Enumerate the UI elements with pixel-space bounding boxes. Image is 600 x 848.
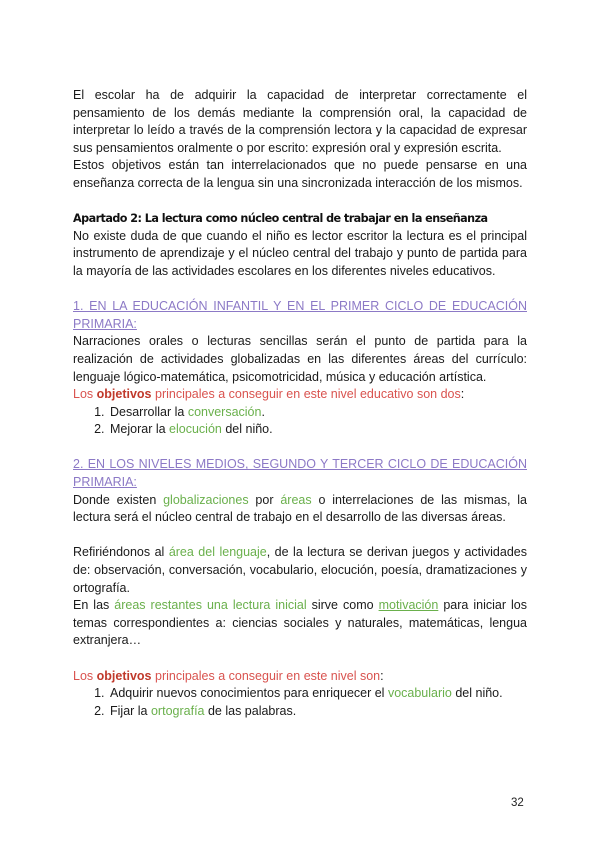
section-1-objectives-list (73, 404, 527, 439)
section-2-objectives-intro: Los objetivos principales a conseguir en este nivel son: (73, 668, 384, 683)
list-item: 2. Mejorar la elocución del niño. (108, 421, 527, 439)
section-2-paragraph-2: Refiriéndonos al área del lenguaje, de la lectura se derivan juegos y actividades de: observación, conversación, vocabulario, elocución, poesía, dramatizaciones y ortografía. (73, 545, 527, 595)
page-number: 32 (511, 797, 524, 809)
intro-paragraph: El escolar ha de adquirir la capacidad de interpretar correctamente el pensamiento de los demás mediante la comprensión oral, la capacidad de interpretar lo leído a través de la comprensión lectora y la capacidad de expresar sus pensamientos oralmente o por escrito: expresión oral y expresión escrita. (73, 88, 527, 155)
section-2-paragraph-3: En las áreas restantes una lectura inicial sirve como motivación para iniciar los temas correspondientes a: ciencias sociales y naturales, matemáticas, lengua extranjera… (73, 598, 527, 648)
section-1-body: Narraciones orales o lecturas sencillas serán el punto de partida para la realización de actividades globalizadas en las diferentes áreas del currículo: lenguaje lógico-matemática, psicomotricidad, música y educación artística. (73, 334, 527, 384)
section-2-title[interactable]: 2. EN LOS NIVELES MEDIOS, SEGUNDO Y TERCER CICLO DE EDUCACIÓN PRIMARIA: (73, 457, 527, 490)
document-page (73, 87, 527, 720)
apartado-body: No existe duda de que cuando el niño es lector escritor la lectura es el principal instrumento de aprendizaje y el núcleo central del trabajo y punto de partida para la mayoría de las actividades escolares en los diferentes niveles educativos. (73, 228, 527, 278)
list-item: 1. Adquirir nuevos conocimientos para enriquecer el vocabulario del niño. (108, 685, 527, 703)
apartado-heading: Apartado 2: La lectura como núcleo central de trabajar en la enseñanza (73, 212, 488, 226)
list-item: 2. Fijar la ortografía de las palabras. (108, 703, 527, 721)
list-item: 1. Desarrollar la conversación. (108, 404, 527, 422)
section-1-title[interactable]: 1. EN LA EDUCACIÓN INFANTIL Y EN EL PRIMER CICLO DE EDUCACIÓN PRIMARIA: (73, 299, 527, 331)
section-2-body: Donde existen globalizaciones por áreas o interrelaciones de las mismas, la lectura será el núcleo central de trabajo en el desarrollo de las diversas áreas. (73, 492, 527, 525)
intro-paragraph-2: Estos objetivos están tan interrelacionados que no puede pensarse en una enseñanza correcta de la lengua sin una sincronizada interacción de los mismos. (73, 158, 527, 190)
section-2-objectives-list (73, 685, 527, 720)
section-1-objectives-intro: Los objetivos principales a conseguir en este nivel educativo son dos: (73, 387, 465, 402)
